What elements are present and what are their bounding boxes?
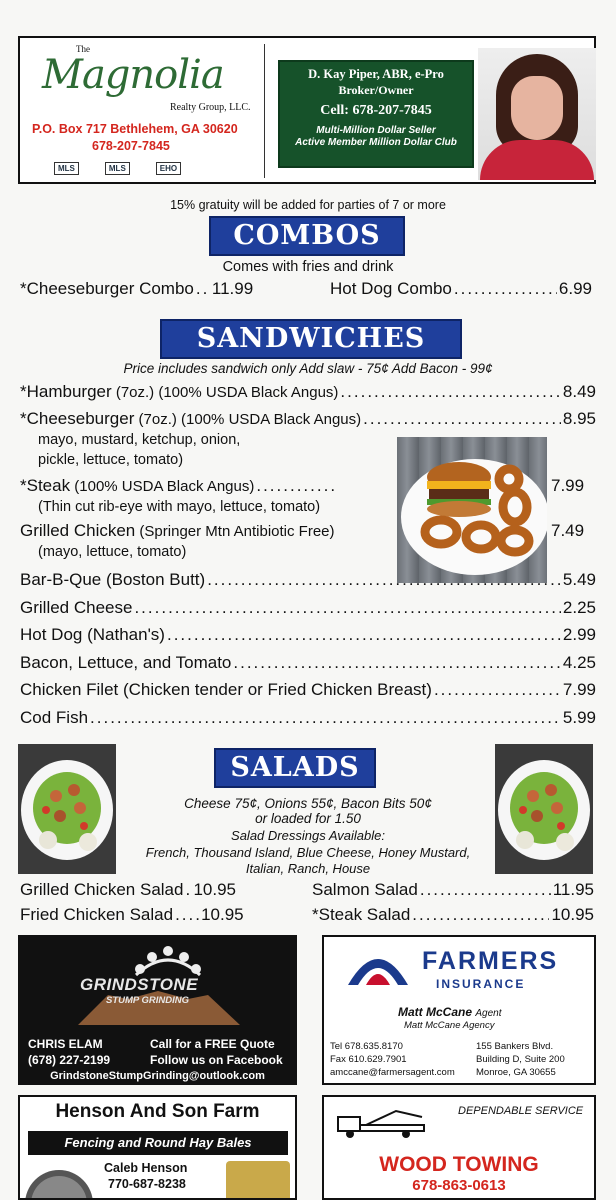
burger-onion-rings-photo [397, 437, 547, 583]
menu-item-price: 4.25 [562, 653, 596, 672]
magnolia-address: P.O. Box 717 Bethlehem, GA 30620 [32, 122, 238, 136]
towing-tagline: DEPENDABLE SERVICE [458, 1105, 584, 1117]
menu-item [20, 570, 596, 590]
farmers-brand: FARMERS [422, 947, 559, 975]
menu-item-price: 7.49 [551, 521, 585, 540]
menu-item-name: *Hamburger [20, 382, 112, 401]
farmers-fax: Fax 610.629.7901 [330, 1054, 407, 1065]
menu-item-name: *Steak [20, 476, 71, 495]
tow-truck-icon [336, 1105, 428, 1139]
equal-housing-logo-icon: EHO [156, 162, 181, 175]
menu-item-name: Grilled Cheese [20, 598, 133, 617]
farmers-agent-label: Agent [475, 1008, 502, 1019]
grindstone-cta-1: Call for a FREE Quote [150, 1037, 275, 1051]
broker-name: D. Kay Piper, ABR, e-Pro [308, 67, 444, 81]
henson-contact-name: Caleb Henson [104, 1161, 188, 1175]
magnolia-the: The [76, 44, 90, 54]
menu-item-name: Fried Chicken Salad [20, 905, 174, 924]
magnolia-phone: 678-207-7845 [92, 139, 170, 153]
menu-item-detail: (100% USDA Black Angus) [70, 478, 255, 495]
farmers-addr-3: Monroe, GA 30655 [476, 1067, 556, 1078]
magnolia-realty-ad [18, 36, 596, 184]
menu-item-price: 10.95 [551, 905, 594, 924]
menu-item [20, 279, 305, 299]
menu-item [312, 880, 594, 900]
menu-item-name: *Cheeseburger [20, 409, 135, 428]
salads-note-3: Salad Dressings Available: [231, 828, 385, 843]
menu-item-name: Grilled Chicken Salad [20, 880, 184, 899]
farmers-email: amccane@farmersagent.com [330, 1067, 455, 1078]
menu-item-name: Bacon, Lettuce, and Tomato [20, 653, 232, 672]
menu-item [20, 625, 596, 645]
salads-note-2: or loaded for 1.50 [255, 811, 361, 826]
farmers-addr-2: Building D, Suite 200 [476, 1054, 565, 1065]
magnolia-logo-text: Magnolia [42, 52, 224, 98]
farmers-agent-name: Matt McCane [398, 1005, 473, 1019]
grindstone-email: GrindstoneStumpGrinding@outlook.com [50, 1070, 265, 1082]
salads-heading: SALADS [214, 748, 376, 788]
menu-item-name: Chicken Filet (Chicken tender or Fried Chicken Breast) [20, 680, 432, 699]
menu-item-price: 5.99 [562, 708, 596, 727]
realtor-mls-logo-icon: MLS [105, 162, 130, 175]
menu-item [20, 708, 596, 728]
salads-note-4: French, Thousand Island, Blue Cheese, Honey Mustard, [145, 845, 471, 860]
grindstone-contact-name: CHRIS ELAM [28, 1037, 103, 1051]
menu-item-name: *Steak Salad [312, 905, 411, 924]
menu-item-price: 11.95 [552, 880, 594, 899]
towing-phone: 678-863-0613 [412, 1177, 506, 1194]
menu-item [20, 521, 396, 541]
menu-item-detail: (7oz.) (100% USDA Black Angus) [134, 411, 362, 428]
towing-name: WOOD TOWING [379, 1153, 539, 1176]
broker-portrait [478, 48, 596, 180]
menu-item-price: 6.99 [558, 279, 592, 298]
menu-item-sub: (Thin cut rib-eye with mayo, lettuce, tomato) [38, 499, 321, 515]
saw-blade-icon [24, 1159, 94, 1200]
salads-note-1: Cheese 75¢, Onions 55¢, Bacon Bits 50¢ [184, 796, 432, 811]
farmers-agent [398, 1005, 502, 1019]
menu-item-price: 10.95 [193, 880, 237, 899]
menu-item-sub: mayo, mustard, ketchup, onion, [38, 432, 241, 448]
menu-item-price: 8.95 [562, 409, 596, 428]
combos-heading: COMBOS [209, 216, 405, 256]
combos-note: Comes with fries and drink [222, 259, 394, 275]
menu-item [20, 653, 596, 673]
menu-item-name: Salmon Salad [312, 880, 418, 899]
farmers-insurance-ad [322, 935, 596, 1085]
menu-item-name: Hot Dog Combo [330, 279, 452, 298]
menu-item-price: 8.49 [562, 382, 596, 401]
farmers-tel: Tel 678.635.8170 [330, 1041, 403, 1052]
farmers-agency: Matt McCane Agency [404, 1020, 495, 1031]
broker-tag-2: Active Member Million Dollar Club [295, 137, 457, 148]
menu-item-name: Bar-B-Que (Boston Butt) [20, 570, 206, 589]
menu-item [20, 598, 596, 618]
menu-item-price: 10.95 [201, 905, 244, 924]
menu-item-name: Cod Fish [20, 708, 89, 727]
mls-logo-icon: MLS [54, 162, 79, 175]
menu-item [20, 905, 310, 925]
sandwiches-note: Price includes sandwich only Add slaw - 75¢ Add Bacon - 99¢ [123, 361, 493, 376]
henson-farm-ad [18, 1095, 297, 1200]
menu-item [20, 680, 596, 700]
grindstone-ad [18, 935, 297, 1085]
menu-item-price: 11.99 [211, 279, 254, 298]
grindstone-cta-2: Follow us on Facebook [150, 1053, 283, 1067]
gratuity-note: 15% gratuity will be added for parties of 7 or more [170, 198, 446, 212]
grindstone-contact-phone: (678) 227-2199 [28, 1053, 111, 1067]
menu-item-price: 7.99 [551, 476, 585, 495]
broker-title: Broker/Owner [338, 83, 414, 97]
menu-item-name: Hot Dog (Nathan's) [20, 625, 165, 644]
farmers-shield-icon [346, 947, 410, 987]
farmers-insurance-word: INSURANCE [436, 977, 526, 991]
menu-item [330, 279, 592, 299]
menu-item-price: 2.25 [562, 598, 596, 617]
henson-title: Henson And Son Farm [55, 1101, 260, 1122]
magnolia-logos [54, 162, 181, 175]
menu-item-detail: (7oz.) (100% USDA Black Angus) [111, 384, 339, 401]
broker-tag-1: Multi-Million Dollar Seller [316, 125, 436, 136]
hay-bale-photo [226, 1161, 290, 1200]
broker-info-box [278, 60, 474, 168]
menu-item-name: *Cheeseburger Combo [20, 279, 194, 298]
menu-item [20, 409, 596, 429]
henson-tagline: Fencing and Round Hay Bales [28, 1131, 288, 1155]
menu-item-price: 2.99 [562, 625, 596, 644]
menu-item-sub: (mayo, lettuce, tomato) [38, 544, 187, 560]
menu-item [20, 880, 310, 900]
menu-item-name: Grilled Chicken [20, 521, 136, 540]
grindstone-sub: STUMP GRINDING [106, 995, 190, 1006]
salads-note-5: Italian, Ranch, House [245, 861, 371, 876]
menu-item-price: 7.99 [562, 680, 596, 699]
henson-contact-phone: 770-687-8238 [108, 1177, 186, 1191]
grindstone-brand: GRINDSTONE [80, 975, 199, 994]
magnolia-realty-group: Realty Group, LLC. [170, 102, 251, 113]
ad-divider [264, 44, 265, 178]
menu-item [20, 382, 596, 402]
menu-item-sub: pickle, lettuce, tomato) [38, 452, 184, 468]
farmers-addr-1: 155 Bankers Blvd. [476, 1041, 554, 1052]
sandwiches-heading: SANDWICHES [160, 319, 462, 359]
wood-towing-ad [322, 1095, 596, 1200]
broker-cell: Cell: 678-207-7845 [320, 103, 432, 118]
menu-item [312, 905, 594, 925]
menu-item-detail: (Springer Mtn Antibiotic Free) [135, 523, 335, 540]
menu-item-price: 5.49 [562, 570, 596, 589]
